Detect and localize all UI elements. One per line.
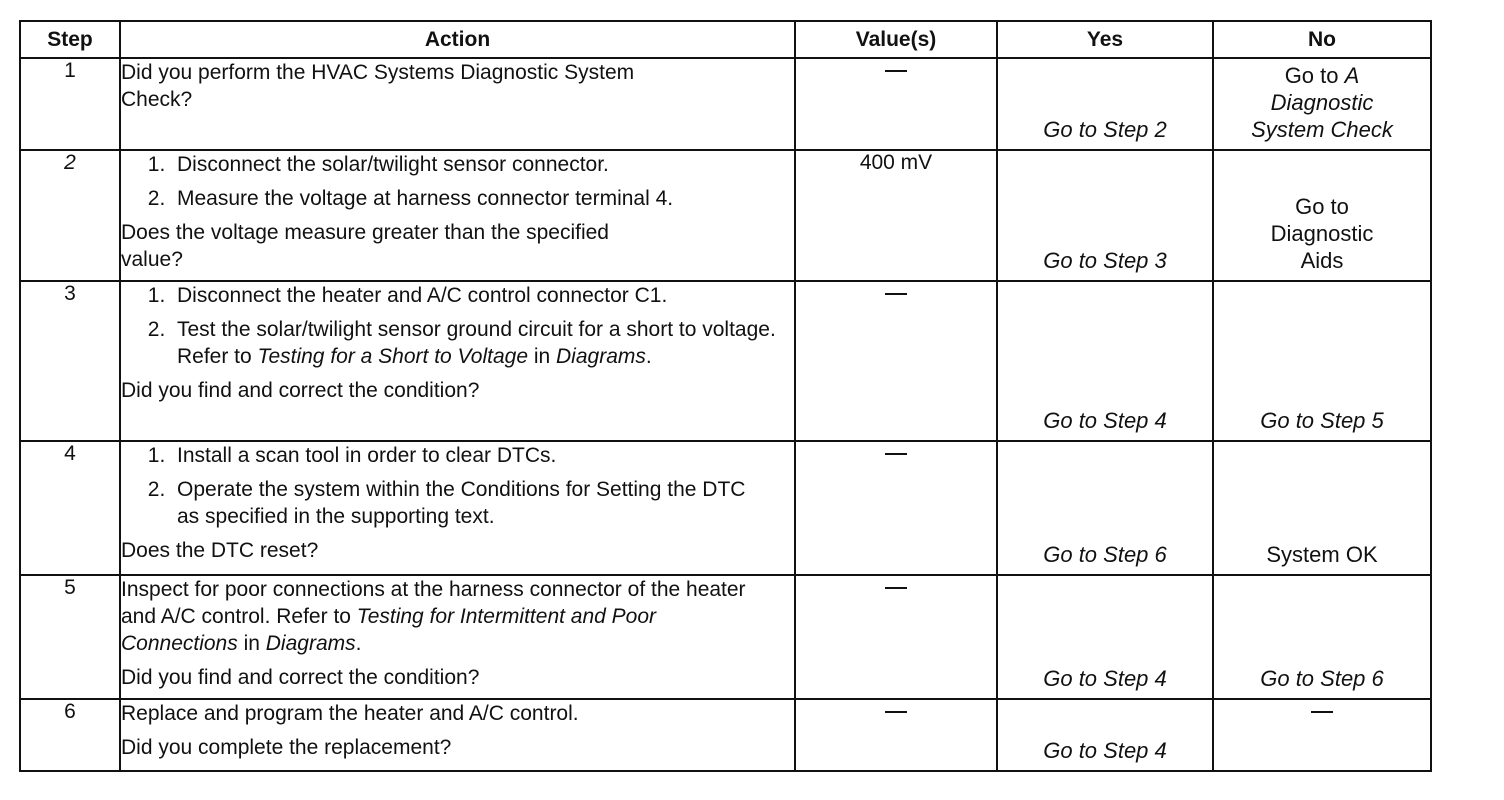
value-cell (795, 58, 997, 150)
text-part: . (355, 632, 362, 655)
no-cell (1213, 575, 1431, 699)
action-step: 1. Disconnect the solar/twilight sensor connector. (177, 151, 794, 178)
action-question: Did you perform the HVAC Systems Diagnostic System Check? (121, 61, 635, 111)
text-part: Test the solar/twilight sensor ground circuit for a short to voltage. Refer to (177, 318, 776, 368)
action-header: Action (120, 21, 795, 58)
dash (885, 587, 907, 589)
value-cell (795, 699, 997, 771)
yes-cell (997, 281, 1213, 441)
action-text: Replace and program the heater and A/C control. (121, 702, 579, 725)
action-question: Did you find and correct the condition? (121, 379, 480, 402)
action-step: 1. Disconnect the heater and A/C control connector C1. (177, 282, 794, 309)
action-step (177, 316, 794, 370)
table-row (20, 699, 1431, 771)
text-part: in (237, 632, 266, 655)
action-cell (120, 441, 795, 575)
action-question: Did you find and correct the condition? (121, 666, 480, 689)
action-steps (121, 282, 794, 370)
no-link[interactable]: System OK (1266, 542, 1378, 567)
text-part: Inspect for poor connections at the harness connector of the heater and A/C control. Refer to (121, 578, 746, 628)
reference-link[interactable]: Testing for Intermittent and Poor Connections (121, 605, 657, 655)
no-cell (1213, 441, 1431, 575)
yes-cell (997, 58, 1213, 150)
text-part: . (645, 345, 652, 368)
yes-link[interactable]: Go to Step 6 (1043, 542, 1167, 567)
diagnostic-table (19, 20, 1432, 772)
dash (885, 711, 907, 713)
action-question: Does the DTC reset? (121, 539, 319, 562)
action-steps (121, 151, 794, 212)
action-cell (120, 281, 795, 441)
step-number: 4 (20, 441, 120, 575)
step-number: 1 (20, 58, 120, 150)
yes-cell (997, 150, 1213, 281)
table-row (20, 575, 1431, 699)
yes-cell (997, 441, 1213, 575)
dash (885, 453, 907, 455)
value-cell: 400 mV (795, 150, 997, 281)
reference-link[interactable]: Diagrams (265, 632, 356, 655)
action-steps (121, 442, 794, 530)
value-cell (795, 575, 997, 699)
yes-cell (997, 575, 1213, 699)
reference-link[interactable]: Testing for a Short to Voltage (257, 345, 528, 368)
dash (1311, 711, 1333, 713)
table-row (20, 58, 1431, 150)
no-link[interactable]: Go to Diagnostic Aids (1270, 194, 1374, 273)
yes-link[interactable]: Go to Step 4 (1043, 738, 1167, 763)
value-cell (795, 441, 997, 575)
yes-link[interactable]: Go to Step 2 (1043, 117, 1167, 142)
table-row (20, 150, 1431, 281)
action-question: Did you complete the replacement? (121, 736, 452, 759)
no-link[interactable]: Go to Step 6 (1260, 666, 1384, 691)
no-cell (1213, 281, 1431, 441)
step-number: 6 (20, 699, 120, 771)
no-cell (1213, 699, 1431, 771)
no-link-italic: A Diagnostic System Check (1251, 63, 1393, 142)
action-cell (120, 150, 795, 281)
step-number: 2 (20, 150, 120, 281)
value-cell (795, 281, 997, 441)
no-cell (1213, 150, 1431, 281)
text-part: in (528, 345, 557, 368)
action-question: Does the voltage measure greater than the specified value? (121, 221, 609, 271)
action-cell (120, 58, 795, 150)
action-step: 2. Measure the voltage at harness connector terminal 4. (177, 185, 794, 212)
reference-link[interactable]: Diagrams (556, 345, 646, 368)
action-step: 1. Install a scan tool in order to clear DTCs. (177, 442, 794, 469)
dash (885, 293, 907, 295)
no-link[interactable] (1214, 62, 1430, 143)
step-header: Step (20, 21, 120, 58)
no-header: No (1213, 21, 1431, 58)
dash (885, 70, 907, 72)
step-number: 3 (20, 281, 120, 441)
yes-header: Yes (997, 21, 1213, 58)
action-step: 2. Operate the system within the Conditions for Setting the DTC as specified in the supporting text. (177, 476, 767, 530)
no-cell (1213, 58, 1431, 150)
table-row (20, 281, 1431, 441)
action-cell (120, 575, 795, 699)
table-row (20, 441, 1431, 575)
yes-link[interactable]: Go to Step 4 (1043, 666, 1167, 691)
action-text (121, 576, 751, 657)
values-header: Value(s) (795, 21, 997, 58)
no-link-plain: Go to (1284, 63, 1345, 88)
no-link[interactable]: Go to Step 5 (1260, 408, 1384, 433)
step-number: 5 (20, 575, 120, 699)
yes-cell (997, 699, 1213, 771)
yes-link[interactable]: Go to Step 4 (1043, 408, 1167, 433)
yes-link[interactable]: Go to Step 3 (1043, 248, 1167, 273)
header-row (20, 21, 1431, 58)
action-cell (120, 699, 795, 771)
